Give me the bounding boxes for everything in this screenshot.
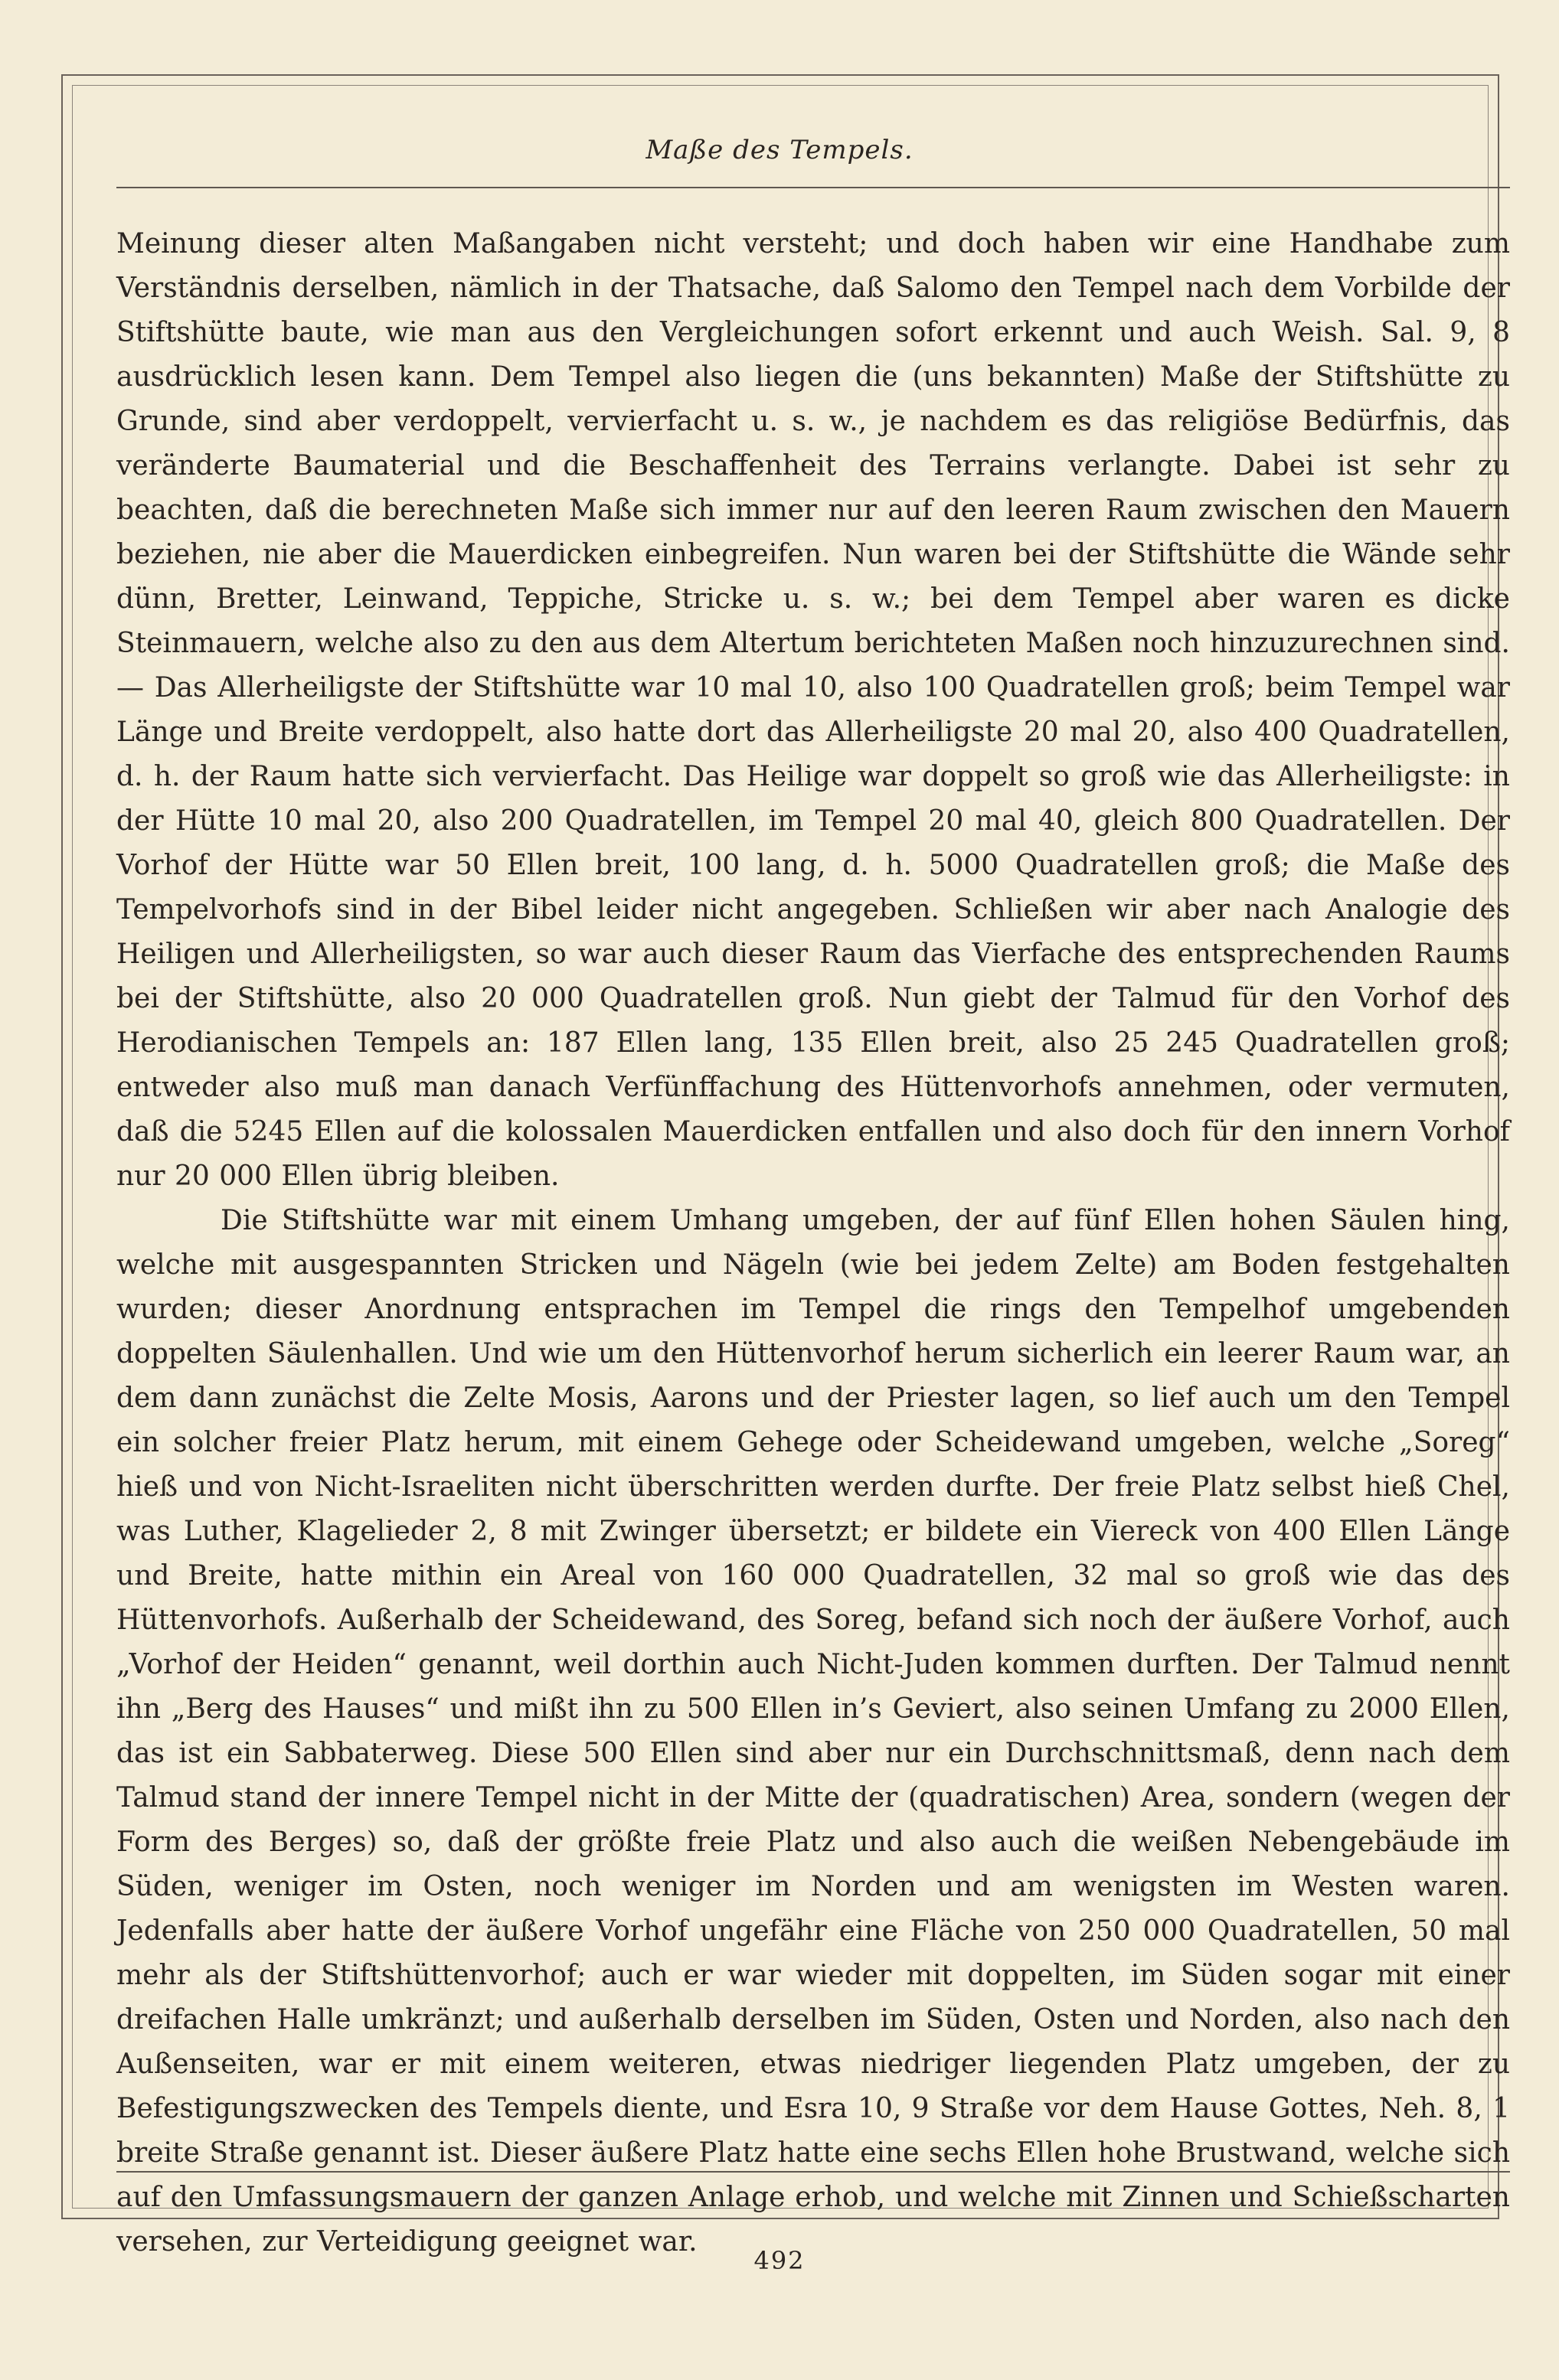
running-head: Maße des Tempels. xyxy=(645,135,914,165)
header-rule xyxy=(116,187,1510,188)
body-text xyxy=(116,222,1510,2264)
footer-rule xyxy=(116,2171,1510,2173)
page-number: 492 xyxy=(753,2246,806,2275)
paragraph-2: Die Stiftshütte war mit einem Umhang umgeben, der auf fünf Ellen hohen Säulen hing, welche mit ausgespannten Stricken und Nägeln (wie bei jedem Zelte) am Boden festgehalten wurden; dieser Anordnung entsprachen im Tempel die rings den Tempelhof umgebenden doppelten Säulenhallen. Und wie um den Hüttenvorhof herum sicherlich ein leerer Raum war, an dem dann zunächst die Zelte Mosis, Aarons und der Priester lagen, so lief auch um den Tempel ein solcher freier Platz herum, mit einem Gehege oder Scheidewand umgeben, welche „Soreg“ hieß und von Nicht-Israeliten nicht überschritten werden durfte. Der freie Platz selbst hieß Chel, was Luther, Klagelieder 2, 8 mit Zwinger übersetzt; er bildete ein Viereck von 400 Ellen Länge und Breite, hatte mithin ein Areal von 160 000 Quadratellen, 32 mal so groß wie das des Hüttenvorhofs. Außerhalb der Scheidewand, des Soreg, befand sich noch der äußere Vorhof, auch „Vorhof der Heiden“ genannt, weil dorthin auch Nicht-Juden kommen durften. Der Talmud nennt ihn „Berg des Hauses“ und mißt ihn zu 500 Ellen in’s Geviert, also seinen Umfang zu 2000 Ellen, das ist ein Sabbaterweg. Diese 500 Ellen sind aber nur ein Durchschnittsmaß, denn nach dem Talmud stand der innere Tempel nicht in der Mitte der (quadratischen) Area, sondern (wegen der Form des Berges) so, daß der größte freie Platz und also auch die weißen Nebengebäude im Süden, weniger im Osten, noch weniger im Norden und am wenigsten im Westen waren. Jedenfalls aber hatte der äußere Vorhof ungefähr eine Fläche von 250 000 Quadratellen, 50 mal mehr als der Stiftshüttenvorhof; auch er war wieder mit doppelten, im Süden sogar mit einer dreifachen Halle umkränzt; und außerhalb derselben im Süden, Osten und Norden, also nach den Außenseiten, war er mit einem weiteren, etwas niedriger liegenden Platz umgeben, der zu Befestigungszwecken des Tempels diente, und Esra 10, 9 Straße vor dem Hause Gottes, Neh. 8, 1 breite Straße genannt ist. Dieser äußere Platz hatte eine sechs Ellen hohe Brustwand, welche sich auf den Umfassungsmauern der ganzen Anlage erhob, und welche mit Zinnen und Schießscharten versehen, zur Verteidigung geeignet war. xyxy=(116,1205,1510,2258)
paragraph-1: Meinung dieser alten Maßangaben nicht versteht; und doch haben wir eine Handhabe zum Verständnis derselben, nämlich in der Thatsache, daß Salomo den Tempel nach dem Vorbilde der Stiftshütte baute, wie man aus den Vergleichungen sofort erkennt und auch Weish. Sal. 9, 8 ausdrücklich lesen kann. Dem Tempel also liegen die (uns bekannten) Maße der Stiftshütte zu Grunde, sind aber verdoppelt, vervierfacht u. s. w., je nachdem es das religiöse Bedürfnis, das veränderte Baumaterial und die Beschaffenheit des Terrains verlangte. Dabei ist sehr zu beachten, daß die berechneten Maße sich immer nur auf den leeren Raum zwischen den Mauern beziehen, nie aber die Mauerdicken einbegreifen. Nun waren bei der Stiftshütte die Wände sehr dünn, Bretter, Leinwand, Teppiche, Stricke u. s. w.; bei dem Tempel aber waren es dicke Steinmauern, welche also zu den aus dem Altertum berichteten Maßen noch hinzuzurechnen sind. — Das Allerheiligste der Stiftshütte war 10 mal 10, also 100 Quadratellen groß; beim Tempel war Länge und Breite verdoppelt, also hatte dort das Allerheiligste 20 mal 20, also 400 Quadratellen, d. h. der Raum hatte sich vervierfacht. Das Heilige war doppelt so groß wie das Allerheiligste: in der Hütte 10 mal 20, also 200 Quadratellen, im Tempel 20 mal 40, gleich 800 Quadratellen. Der Vorhof der Hütte war 50 Ellen breit, 100 lang, d. h. 5000 Quadratellen groß; die Maße des Tempelvorhofs sind in der Bibel leider nicht angegeben. Schließen wir aber nach Analogie des Heiligen und Allerheiligsten, so war auch dieser Raum das Vierfache des entsprechenden Raums bei der Stiftshütte, also 20 000 Quadratellen groß. Nun giebt der Talmud für den Vorhof des Herodianischen Tempels an: 187 Ellen lang, 135 Ellen breit, also 25 245 Quadratellen groß; entweder also muß man danach Verfünffachung des Hüttenvorhofs annehmen, oder vermuten, daß die 5245 Ellen auf die kolossalen Mauerdicken entfallen und also doch für den innern Vorhof nur 20 000 Ellen übrig bleiben. xyxy=(116,228,1510,1192)
